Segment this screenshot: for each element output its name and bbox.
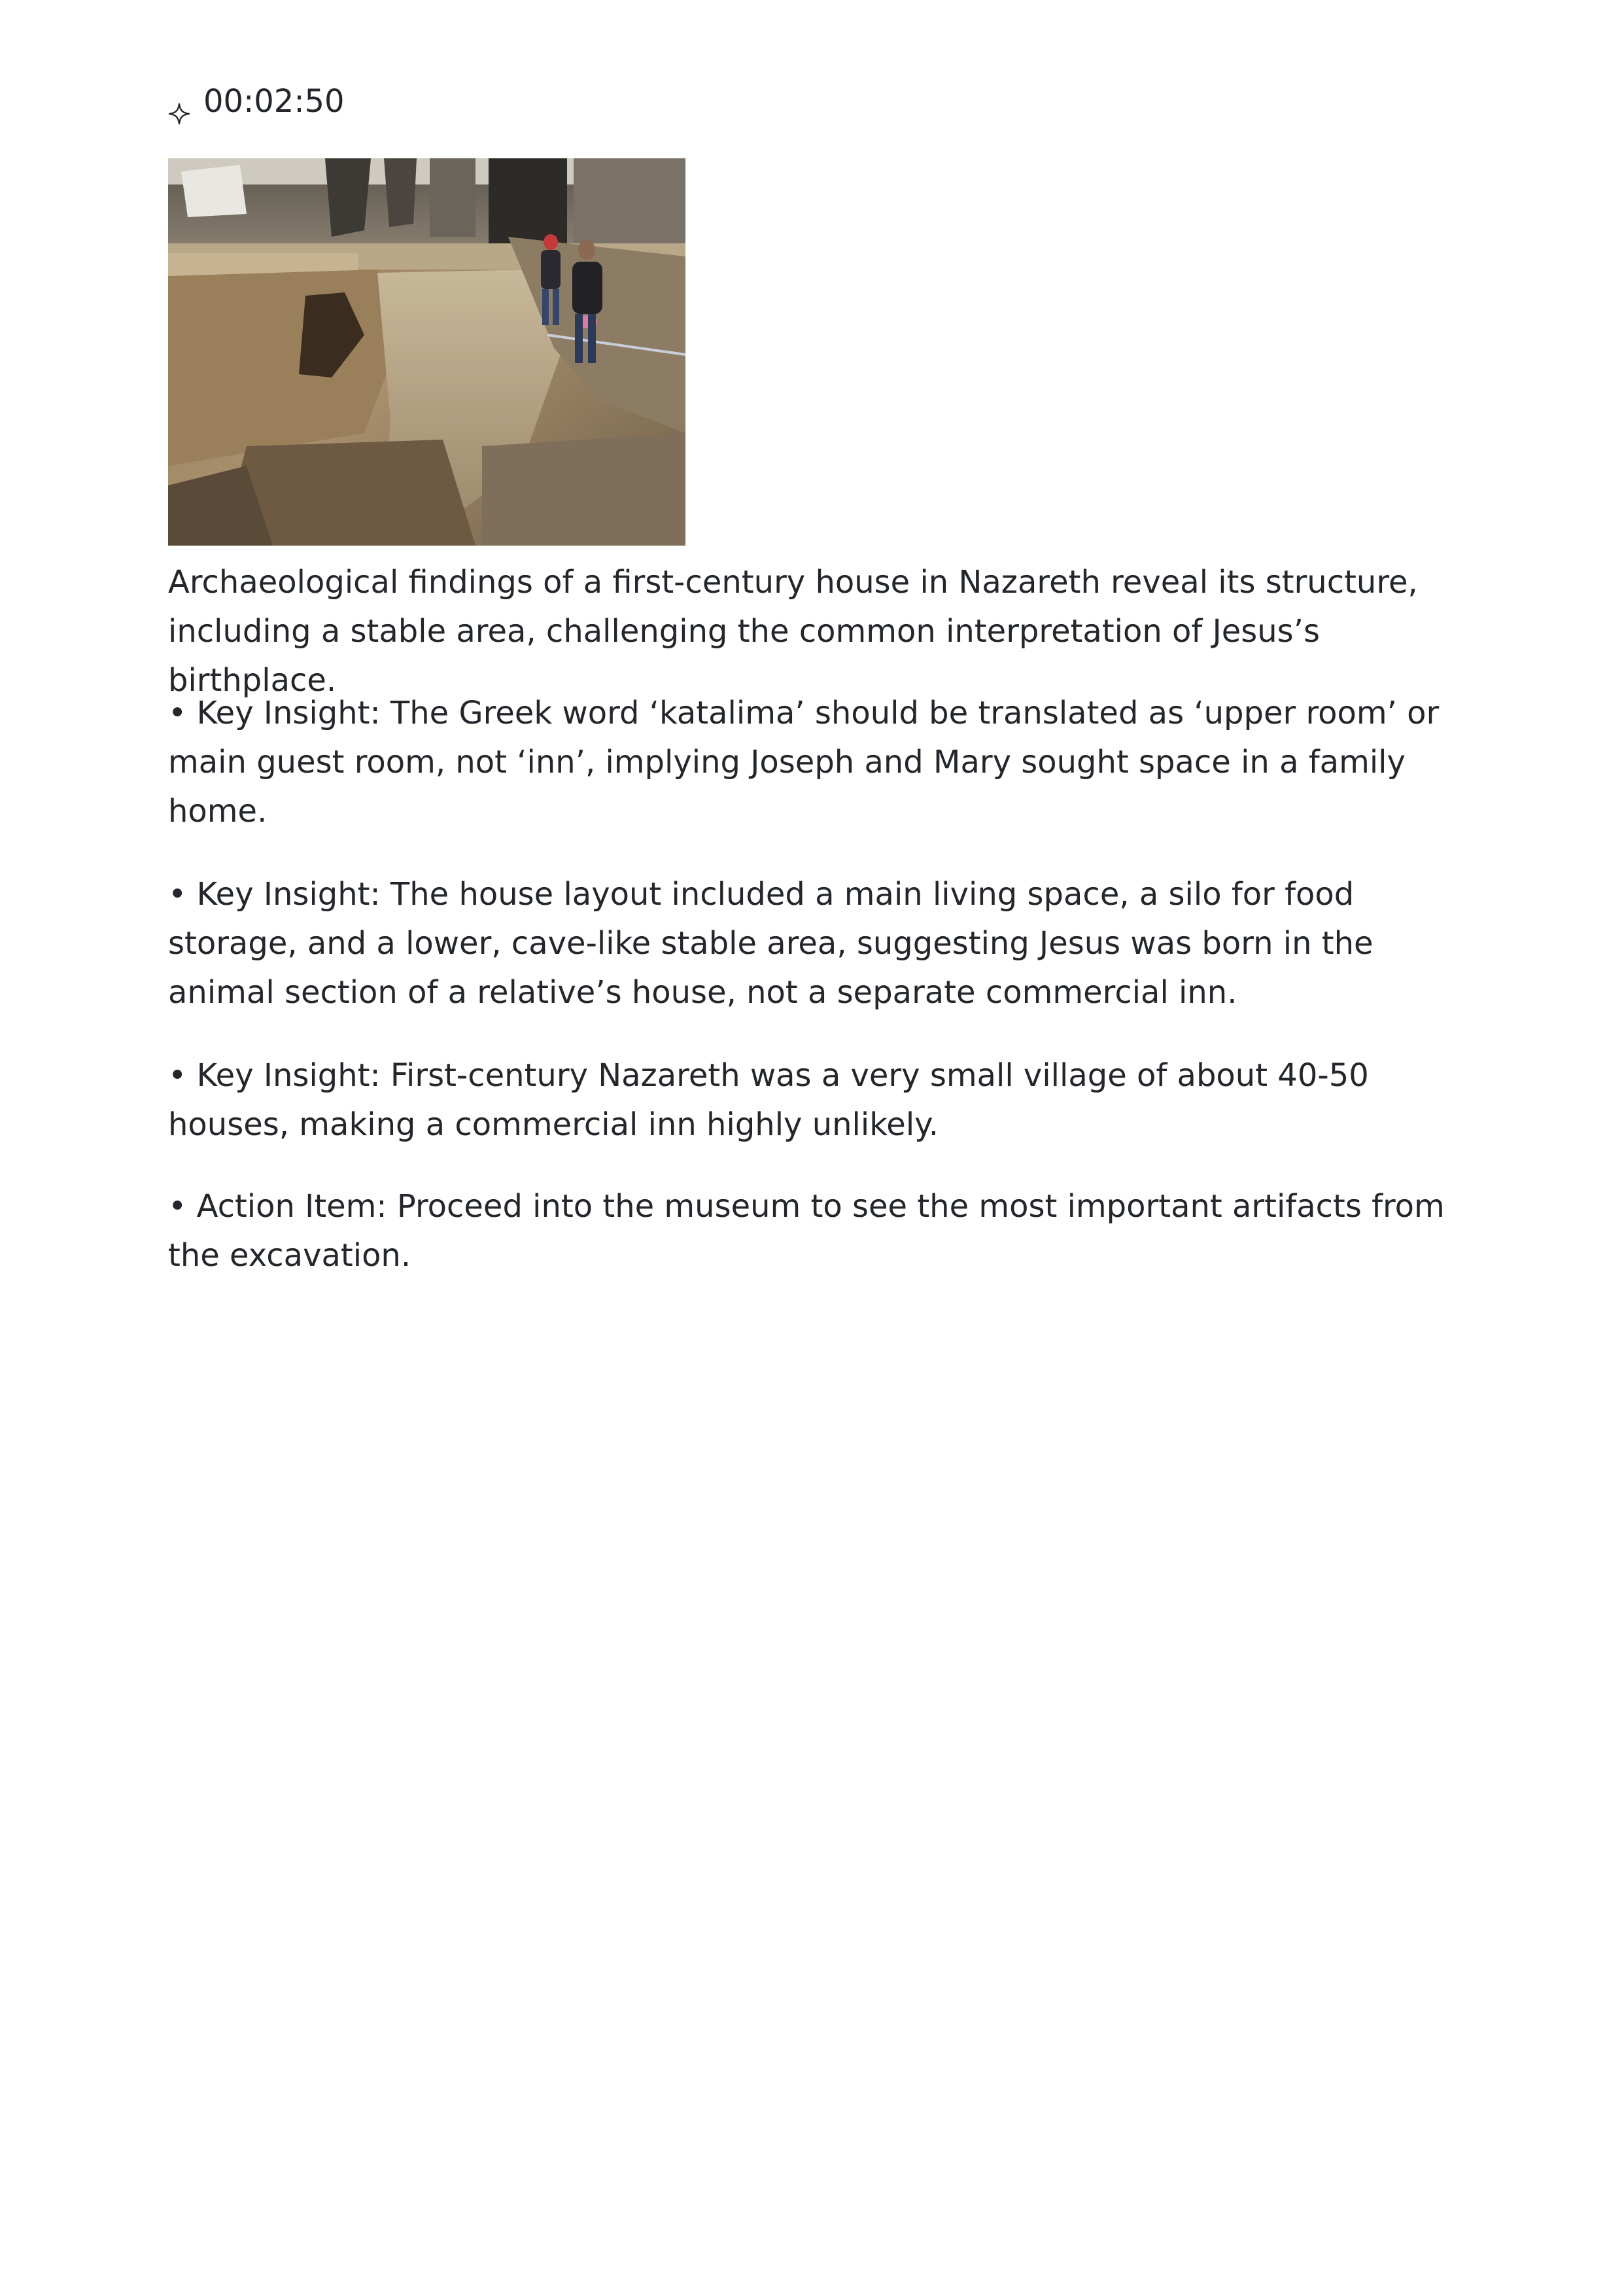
summary-paragraph: Archaeological findings of a first-century house in Nazareth reveal its structure, including a stable area, challenging the common interpretation of Jesus’s birthplace. [168,564,1418,699]
list-item: • Action Item: Proceed into the museum to see the most important artifacts from the excavation. [168,1188,1445,1274]
list-item: • Key Insight: First-century Nazareth was a very small village of about 40-50 houses, making a commercial inn highly unlikely. [168,1057,1369,1143]
sparkle-icon [168,90,190,113]
timestamp-row [168,77,345,126]
timestamp: 00:02:50 [203,83,345,120]
list-item: • Key Insight: The Greek word ‘katalima’ should be translated as ‘upper room’ or main guest room, not ‘inn’, implying Joseph and Mary sought space in a family home. [168,695,1440,830]
excavation-photo [168,158,685,546]
list-item: • Key Insight: The house layout included a main living space, a silo for food storage, and a lower, cave-like stable area, suggesting Jesus was born in the animal section of a relative’s house, not a separate commercial inn. [168,876,1373,1011]
